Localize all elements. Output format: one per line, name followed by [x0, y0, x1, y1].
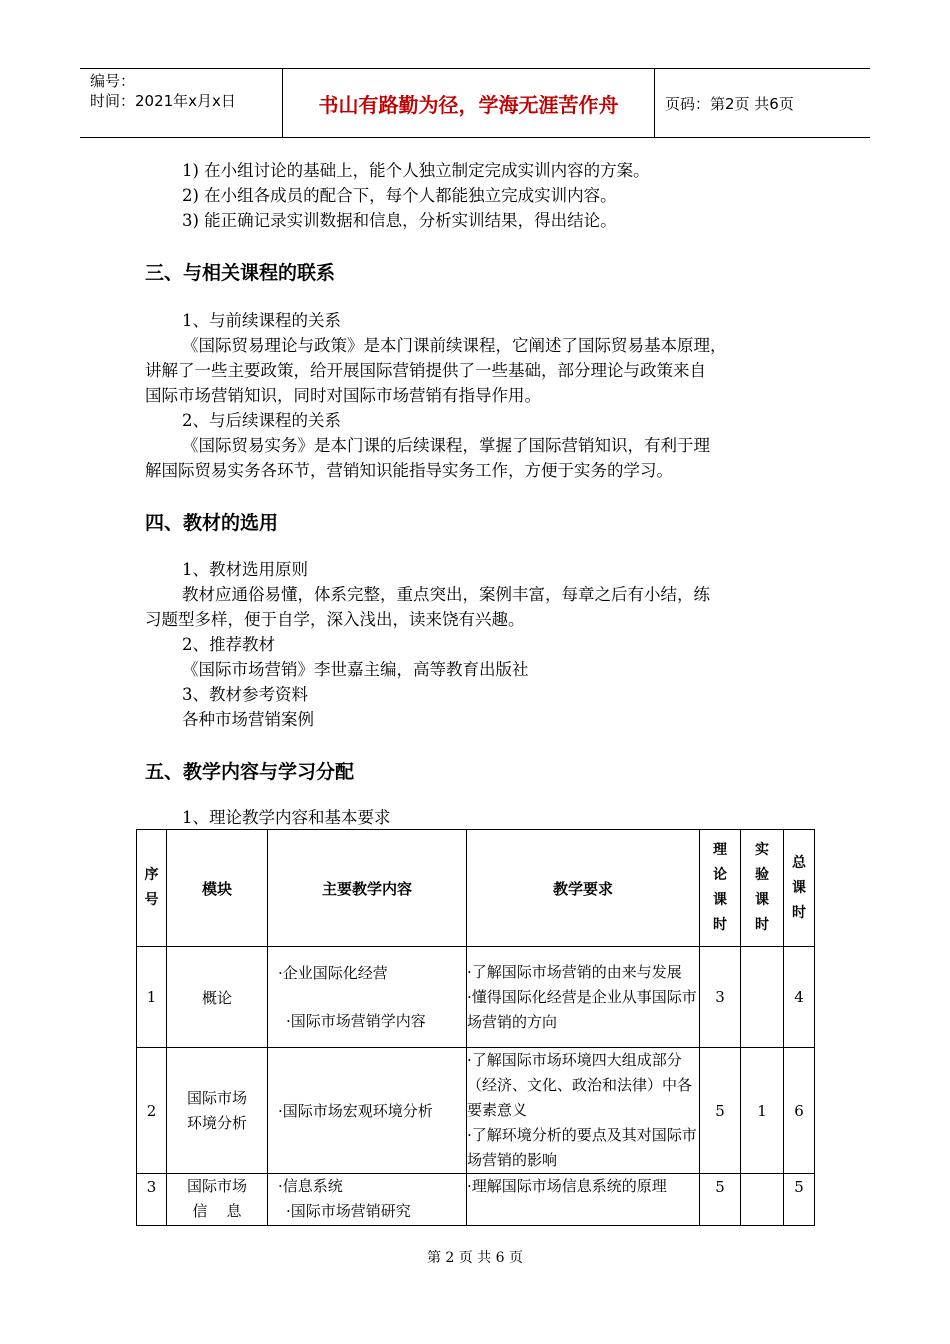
table-row [137, 1174, 815, 1226]
module-line: 环境分析 [186, 1113, 247, 1132]
subsection-heading: 3、教材参考资料 [182, 685, 308, 704]
cell-total-hours: 4 [784, 947, 815, 1048]
header-motto: 书山有路勤为径，学海无涯苦作舟 [283, 69, 655, 137]
table-header-row [137, 830, 815, 947]
header-char: 实 [755, 842, 769, 858]
section-heading: 五、教学内容与学习分配 [145, 761, 355, 783]
content-item: ·企业国际化经营 [278, 964, 388, 982]
cell-theory-hours: 3 [700, 947, 741, 1048]
subsection-heading: 2、推荐教材 [182, 635, 275, 654]
cell-content [268, 947, 467, 1048]
list-item: 3) 能正确记录实训数据和信息，分析实训结果，得出结论。 [182, 211, 617, 230]
page-footer: 第 2 页 共 6 页 [426, 1250, 524, 1266]
header-total-hours [784, 830, 815, 947]
cell-index: 1 [137, 947, 167, 1048]
header-char: 课 [713, 892, 727, 908]
cell-index: 3 [137, 1174, 167, 1226]
list-item: 1) 在小组讨论的基础上，能个人独立制定完成实训内容的方案。 [182, 161, 650, 180]
cell-theory-hours: 5 [700, 1174, 741, 1226]
header-char: 课 [792, 879, 806, 896]
cell-requirement [467, 1048, 700, 1174]
cell-content [268, 1048, 467, 1174]
module-line: 概论 [201, 988, 232, 1007]
subsection-heading: 2、与后续课程的关系 [182, 411, 341, 430]
requirement-item: ·懂得国际化经营是企业从事国际市场营销的方向 [467, 987, 697, 1031]
header-char: 理 [713, 842, 727, 858]
cell-total-hours: 6 [784, 1048, 815, 1174]
course-table [136, 829, 815, 1226]
module-line: 国际市场 [186, 1177, 247, 1195]
header-page-label: 页码：第2页 共6页 [665, 94, 794, 113]
list-item: 2) 在小组各成员的配合下，每个人都能独立完成实训内容。 [182, 186, 617, 205]
requirement-item: ·理解国际市场信息系统的原理 [467, 1177, 667, 1195]
cell-lab-hours [741, 947, 784, 1048]
cell-lab-hours: 1 [741, 1048, 784, 1174]
content-item: ·国际市场营销学内容 [286, 1012, 426, 1030]
cell-module [167, 1048, 268, 1174]
header-content: 主要教学内容 [268, 830, 467, 947]
header-char: 时 [792, 904, 806, 921]
header-char: 时 [755, 917, 769, 933]
cell-total-hours: 5 [784, 1174, 815, 1226]
cell-requirement [467, 1174, 700, 1226]
header-theory-hours [700, 830, 741, 947]
cell-lab-hours [741, 1174, 784, 1226]
content-item: ·国际市场宏观环境分析 [278, 1102, 433, 1120]
header-char: 总 [792, 854, 806, 871]
paragraph-line: 《国际市场营销》李世嘉主编，高等教育出版社 [182, 660, 529, 679]
section-heading: 三、与相关课程的联系 [145, 262, 336, 284]
header-meta [80, 69, 283, 137]
header-char: 号 [144, 892, 159, 908]
header-index [137, 830, 167, 947]
cell-module [167, 1174, 268, 1226]
page-header [80, 68, 870, 138]
module-line: 信 息 [192, 1202, 242, 1220]
paragraph-line: 《国际贸易理论与政策》是本门课前续课程，它阐述了国际贸易基本原理， [182, 336, 727, 355]
content-item: ·信息系统 [278, 1177, 343, 1195]
cell-index: 2 [137, 1048, 167, 1174]
paragraph-line: 国际市场营销知识，同时对国际市场营销有指导作用。 [145, 386, 541, 405]
time-label: 时间：2021年x月x日 [90, 92, 236, 110]
paragraph-line: 讲解了一些主要政策，给开展国际营销提供了一些基础，部分理论与政策来自 [145, 361, 706, 380]
paragraph-line: 各种市场营销案例 [182, 710, 314, 729]
requirement-item: ·了解国际市场营销的由来与发展 [467, 962, 682, 981]
number-label: 编号： [90, 72, 136, 90]
header-char: 验 [755, 867, 769, 883]
section-heading: 四、教材的选用 [145, 512, 279, 534]
cell-requirement [467, 947, 700, 1048]
subsection-heading: 1、理论教学内容和基本要求 [182, 808, 391, 827]
content-item: ·国际市场营销研究 [286, 1202, 411, 1220]
subsection-heading: 1、与前续课程的关系 [182, 311, 341, 330]
header-lab-hours [741, 830, 784, 947]
cell-module [167, 947, 268, 1048]
header-module: 模块 [167, 830, 268, 947]
requirement-item: ·了解环境分析的要点及其对国际市场营销的影响 [467, 1126, 697, 1169]
paragraph-line: 《国际贸易实务》是本门课的后续课程，掌握了国际营销知识，有利于理 [182, 436, 710, 455]
paragraph-line: 解国际贸易实务各环节，营销知识能指导实务工作，方便于实务的学习。 [145, 461, 673, 480]
cell-theory-hours: 5 [700, 1048, 741, 1174]
subsection-heading: 1、教材选用原则 [182, 560, 308, 579]
paragraph-line: 习题型多样，便于自学，深入浅出，读来饶有兴趣。 [145, 610, 525, 629]
header-char: 序 [144, 867, 159, 883]
module-line: 国际市场 [186, 1088, 247, 1107]
table-row [137, 947, 815, 1048]
cell-content [268, 1174, 467, 1226]
header-char: 课 [755, 892, 769, 908]
header-char: 时 [713, 917, 727, 933]
table-row [137, 1048, 815, 1174]
header-requirement: 教学要求 [467, 830, 700, 947]
requirement-item: ·了解国际市场环境四大组成部分（经济、文化、政治和法律）中各要素意义 [467, 1051, 693, 1119]
header-char: 论 [713, 867, 727, 883]
paragraph-line: 教材应通俗易懂，体系完整，重点突出，案例丰富，每章之后有小结，练 [182, 585, 710, 604]
